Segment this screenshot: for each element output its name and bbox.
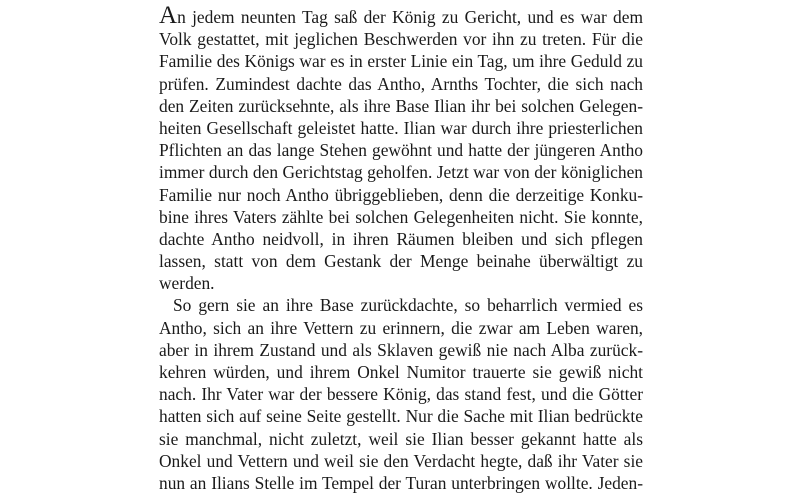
paragraph-1-line-4: prüfen. Zumindest dachte das Antho, Arnths Tochter, die sich nach: [159, 73, 643, 94]
paragraph-1-line-13: werden.: [159, 273, 215, 294]
paragraph-2-line-7: sie manchmal, nicht zuletzt, weil sie Ilian besser gekannt hatte als: [159, 428, 643, 449]
paragraph-2-line-6: hatten sich auf seine Seite gestellt. Nur die Sache mit Ilian bedrückte: [159, 406, 643, 427]
paragraph-1-line-2: Volk gestattet, mit jeglichen Beschwerden vor ihn zu treten. Für die: [159, 29, 643, 50]
line-text: n jedem neunten Tag saß der König zu Gericht, und es war dem: [177, 7, 643, 27]
body-text: [159, 2, 643, 494]
paragraph-1-line-6: heiten Gesellschaft geleistet hatte. Ilian war durch ihre priesterlichen: [159, 117, 643, 138]
paragraph-1-line-8: immer durch den Gerichtstag geholfen. Jetzt war von der königlichen: [159, 162, 643, 183]
paragraph-2-line-5: nach. Ihr Vater war der bessere König, das stand fest, und die Götter: [159, 384, 643, 405]
paragraph-1-line-5: den Zeiten zurücksehnte, als ihre Base Ilian ihr bei solchen Gelegen-: [159, 95, 643, 116]
paragraph-2-line-8: Onkel und Vettern und weil sie den Verdacht hegte, daß ihr Vater sie: [159, 450, 643, 471]
paragraph-1-line-10: bine ihres Vaters zählte bei solchen Gelegenheiten nicht. Sie konnte,: [159, 206, 643, 227]
paragraph-2-line-4: kehren würden, und ihrem Onkel Numitor trauerte sie gewiß nicht: [159, 362, 643, 382]
paragraph-1-line-3: Familie des Königs war es in erster Linie ein Tag, um ihre Geduld zu: [159, 51, 643, 72]
paragraph-1-line-11: dachte Antho neidvoll, in ihren Räumen bleiben und sich pflegen: [159, 228, 643, 249]
paragraph-1-line-1: [159, 2, 643, 29]
paragraph-1-line-12: lassen, statt von dem Gestank der Menge beinahe überwältigt zu: [159, 251, 643, 272]
paragraph-2-line-3: aber in ihrem Zustand und als Sklaven gewiß nie nach Alba zurück-: [159, 339, 643, 360]
paragraph-2-line-2: Antho, sich an ihre Vettern zu erinnern, die zwar am Leben waren,: [159, 317, 643, 338]
paragraph-2-line-1: So gern sie an ihre Base zurückdachte, so beharrlich vermied es: [173, 295, 643, 316]
paragraph-1-line-9: Familie nur noch Antho übriggeblieben, denn die derzeitige Konku-: [159, 184, 643, 205]
paragraph-1-line-7: Pflichten an das lange Stehen gewöhnt und hatte der jüngeren Antho: [159, 140, 643, 161]
paragraph-2-line-9: nun an Ilians Stelle im Tempel der Turan unterbringen wollte. Jeden-: [159, 472, 643, 493]
drop-cap: A: [159, 2, 178, 29]
